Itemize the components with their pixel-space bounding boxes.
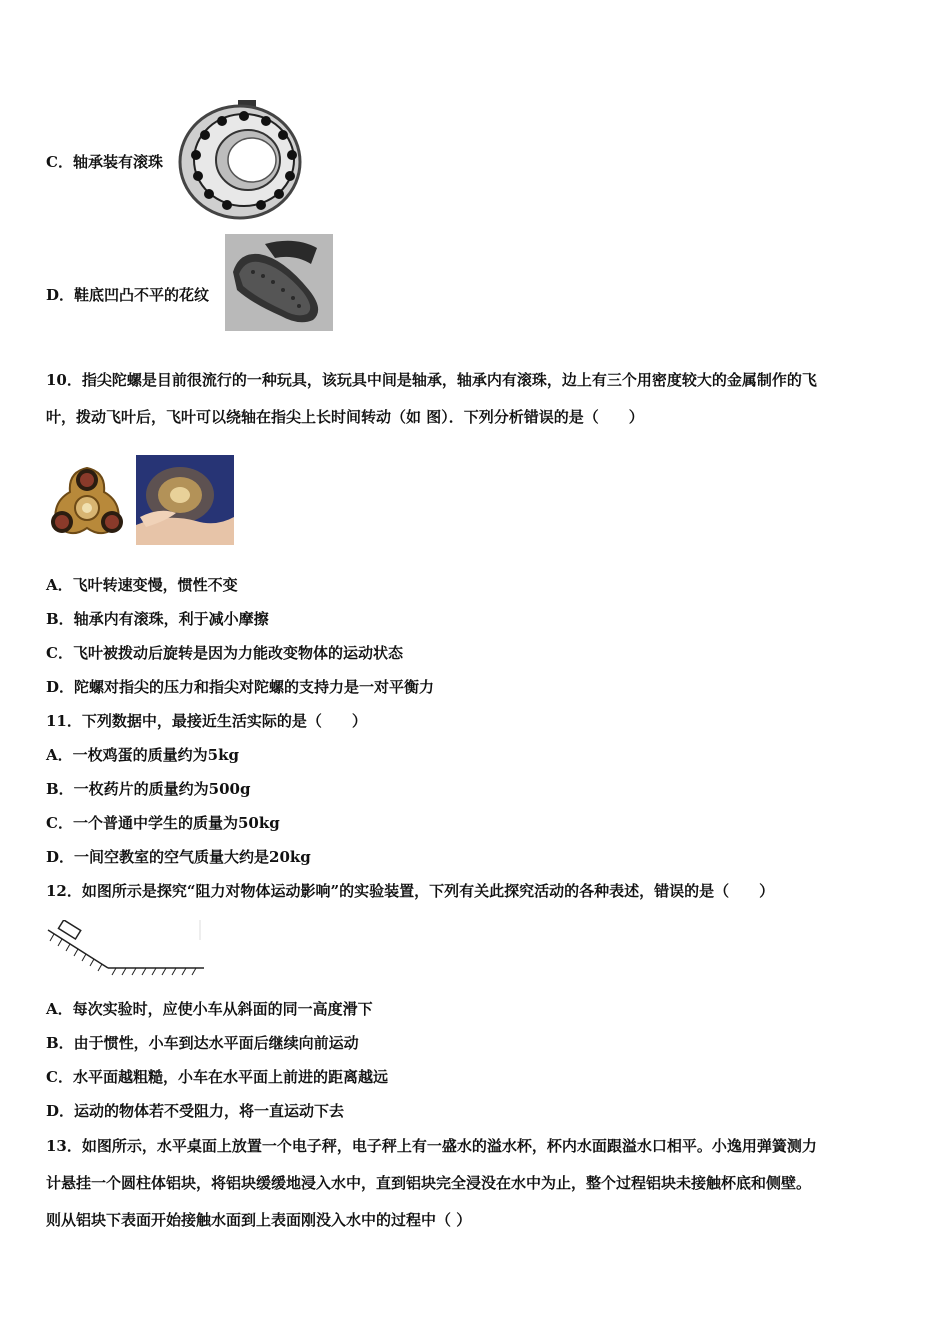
q12-option-b: B．由于惯性，小车到达水平面后继续向前运动 — [46, 1034, 359, 1052]
q13-stem-line3: 则从铝块下表面开始接触水面到上表面刚没入水中的过程中（ ） — [46, 1211, 472, 1229]
q11-option-b: B．一枚药片的质量约为500g — [46, 780, 251, 798]
q12-option-a: A．每次实验时，应使小车从斜面的同一高度滑下 — [46, 1000, 373, 1018]
q10-stem-line2: 叶，拨动飞叶后，飞叶可以绕轴在指尖上长时间转动（如 图）．下列分析错误的是（ ） — [46, 408, 644, 426]
q13-stem-line2: 计悬挂一个圆柱体铝块，将铝块缓缓地浸入水中，直到铝块完全浸没在水中为止，整个过程铝块未接触杯底和侧壁。 — [46, 1174, 812, 1192]
q12-option-d: D．运动的物体若不受阻力，将一直运动下去 — [46, 1102, 345, 1120]
shoe-sole-image — [225, 234, 333, 331]
q10-option-b: B．轴承内有滚珠，利于减小摩擦 — [46, 610, 269, 628]
bearing-image — [176, 100, 304, 220]
spinning-spinner-photo — [136, 455, 234, 545]
q10-option-a: A．飞叶转速变慢，惯性不变 — [46, 576, 238, 594]
q9-option-d: D．鞋底凹凸不平的花纹 — [46, 286, 210, 304]
q10-option-c: C．飞叶被拨动后旋转是因为力能改变物体的运动状态 — [46, 644, 403, 662]
q11-option-d: D．一间空教室的空气质量大约是20kg — [46, 848, 311, 866]
incline-cart-diagram — [46, 920, 206, 978]
q12-option-c: C．水平面越粗糙，小车在水平面上前进的距离越远 — [46, 1068, 388, 1086]
fidget-spinner-image — [46, 462, 128, 544]
q11-option-c: C．一个普通中学生的质量为50kg — [46, 814, 280, 832]
q12-stem: 12．如图所示是探究“阻力对物体运动影响”的实验装置，下列有关此探究活动的各种表述，错误的是（ ） — [46, 882, 775, 900]
q10-stem-line1: 10．指尖陀螺是目前很流行的一种玩具，该玩具中间是轴承，轴承内有滚珠，边上有三个用密度较大的金属制作的飞 — [46, 371, 817, 389]
q9-option-c: C．轴承装有滚珠 — [46, 153, 163, 171]
q11-option-a: A．一枚鸡蛋的质量约为5kg — [46, 746, 239, 764]
q13-stem-line1: 13．如图所示，水平桌面上放置一个电子秤，电子秤上有一盛水的溢水杯，杯内水面跟溢水口相平。小逸用弹簧测力 — [46, 1137, 817, 1155]
q11-stem: 11．下列数据中，最接近生活实际的是（ ） — [46, 712, 367, 730]
q10-option-d: D．陀螺对指尖的压力和指尖对陀螺的支持力是一对平衡力 — [46, 678, 435, 696]
